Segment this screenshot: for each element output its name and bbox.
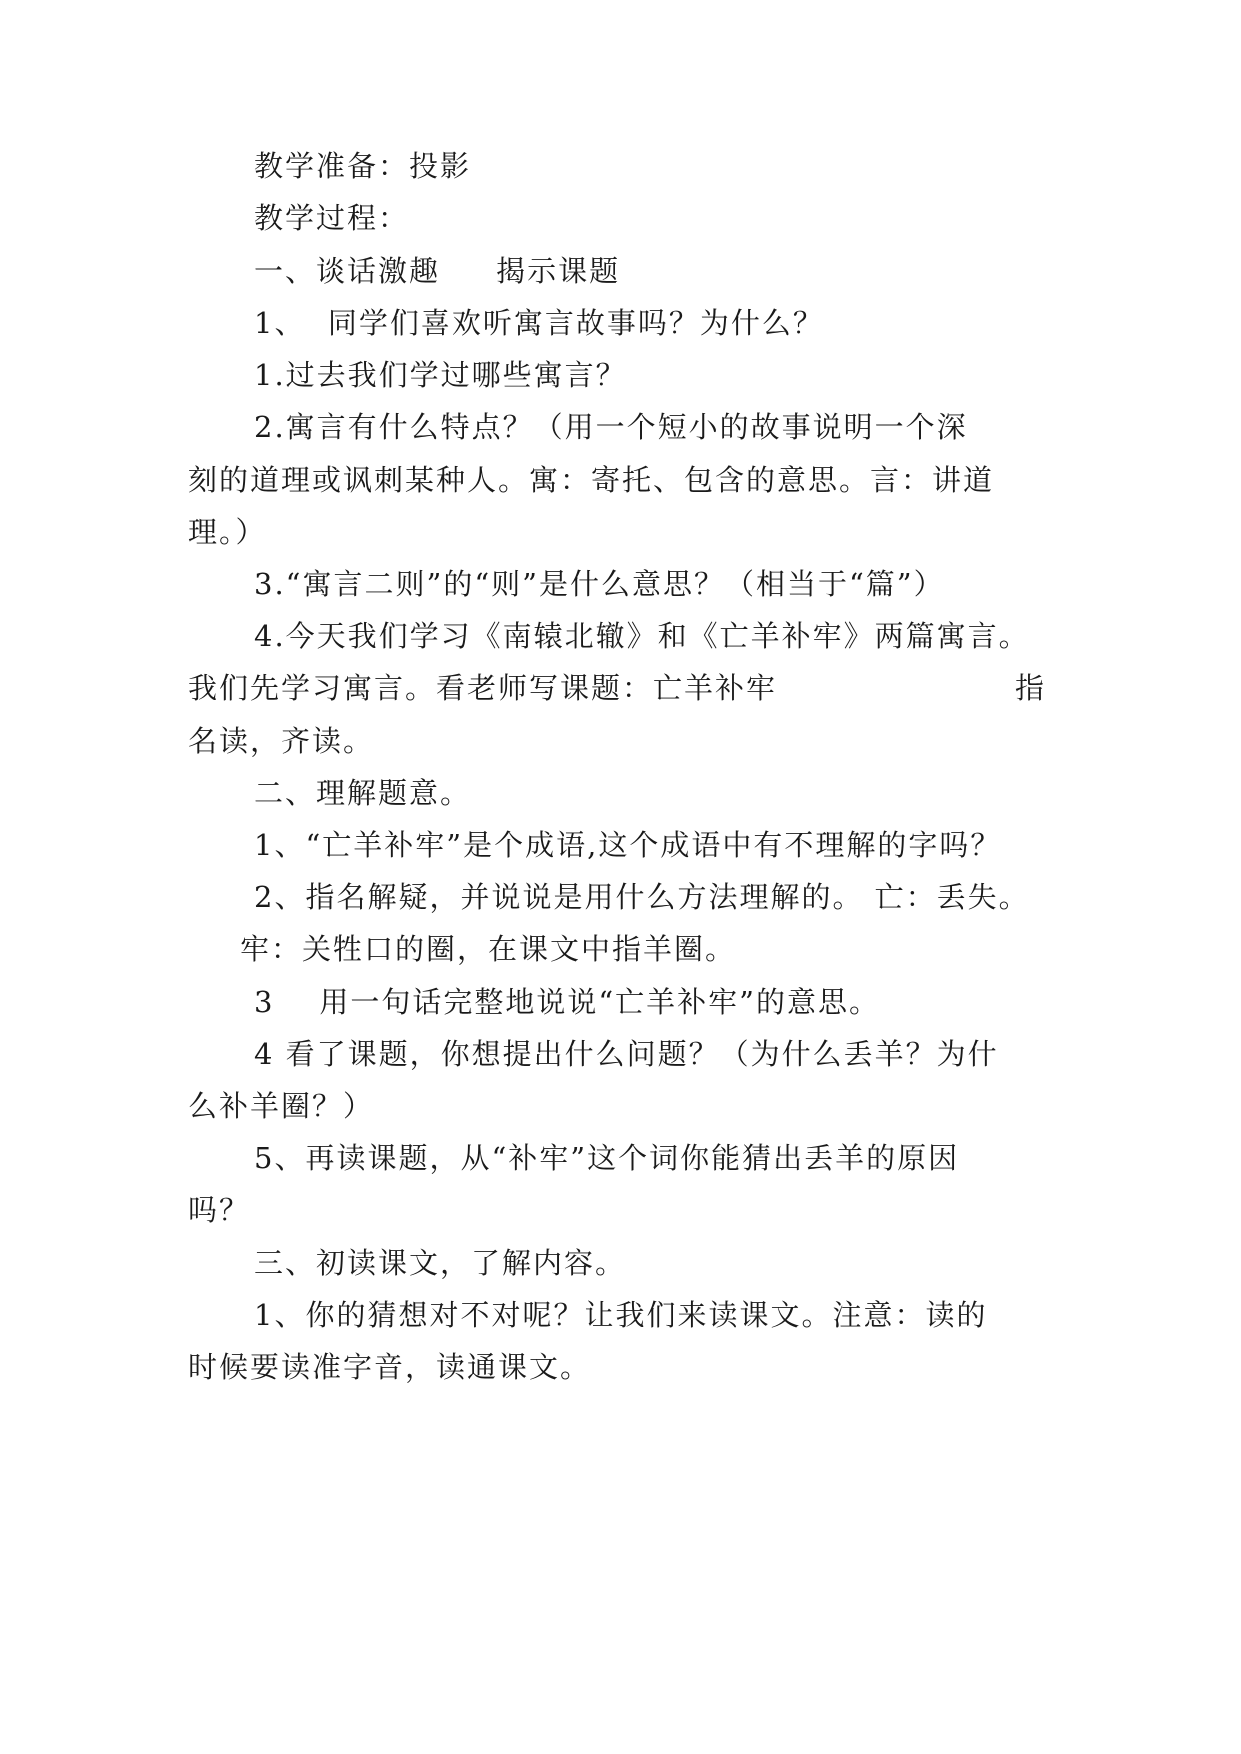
paragraph-line: 么补羊圈？） <box>188 1089 375 1123</box>
paragraph-line: 理。） <box>188 515 267 549</box>
process-heading: 教学过程： <box>254 201 410 235</box>
section-heading-2: 二、理解题意。 <box>254 776 472 810</box>
paragraph-line: 3.“寓言二则”的“则”是什么意思？（相当于“篇”） <box>254 567 945 601</box>
paragraph-line: 时候要读准字音，读通课文。 <box>188 1350 592 1384</box>
paragraph-line: 1、“亡羊补牢”是个成语,这个成语中有不理解的字吗？ <box>254 828 1002 862</box>
paragraph-line: 4 看了课题，你想提出什么问题？（为什么丢羊？为什 <box>254 1037 999 1071</box>
section-heading-1: 一、谈话激趣 揭示课题 <box>254 254 621 288</box>
paragraph-line: 名读，齐读。 <box>188 724 375 758</box>
paragraph-line: 刻的道理或讽刺某种人。寓：寄托、包含的意思。言：讲道 <box>188 463 995 497</box>
paragraph-line: 我们先学习寓言。看老师写课题：亡羊补牢 <box>188 671 778 705</box>
paragraph-line-tail: 指 <box>1015 671 1047 705</box>
section-heading-3: 三、初读课文，了解内容。 <box>254 1246 627 1280</box>
paragraph-line: 2、指名解疑，并说说是用什么方法理解的。 亡：丢失。 <box>254 880 1030 914</box>
paragraph-line: 2.寓言有什么特点？（用一个短小的故事说明一个深 <box>254 410 968 444</box>
paragraph-line: 4.今天我们学习《南辕北辙》和《亡羊补牢》两篇寓言。 <box>254 619 1030 653</box>
paragraph-line: 1.过去我们学过哪些寓言？ <box>254 358 627 392</box>
paragraph-line: 1、你的猜想对不对呢？让我们来读课文。注意：读的 <box>254 1298 988 1332</box>
paragraph-line: 牢：关牲口的圈，在课文中指羊圈。 <box>240 932 737 966</box>
paragraph-line: 1、 同学们喜欢听寓言故事吗？为什么？ <box>254 306 824 340</box>
paragraph-line: 吗？ <box>188 1193 251 1227</box>
preparation-line: 教学准备：投影 <box>254 149 472 183</box>
paragraph-line: 5、再读课题，从“补牢”这个词你能猜出丢羊的原因 <box>254 1141 960 1175</box>
paragraph-line: 3 用一句话完整地说说“亡羊补牢”的意思。 <box>254 985 880 1019</box>
